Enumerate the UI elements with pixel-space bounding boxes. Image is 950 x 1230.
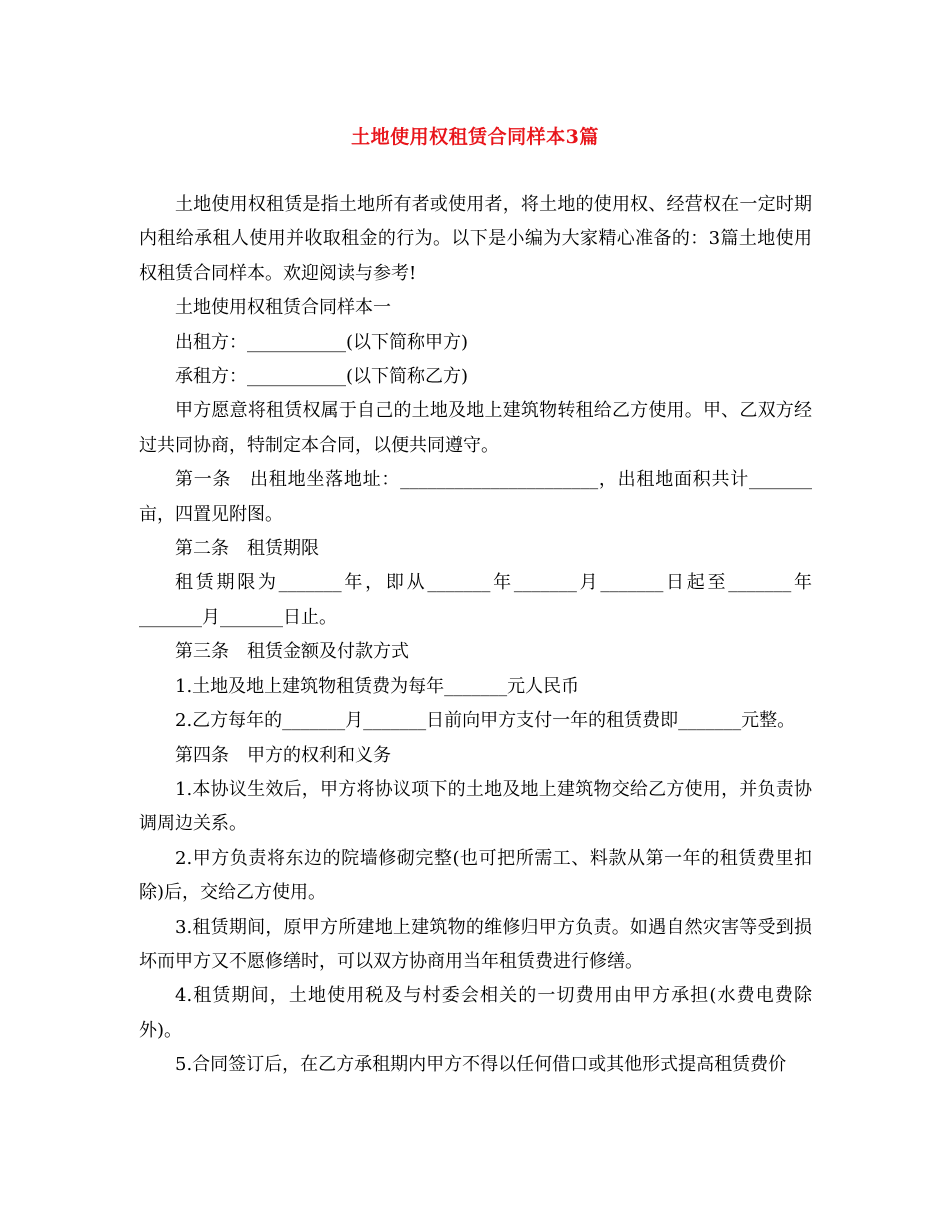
intro-paragraph: 土地使用权租赁是指土地所有者或使用者，将土地的使用权、经营权在一定时期内租给承租人使用并收取租金的行为。以下是小编为大家精心准备的：3篇土地使用权租赁合同样本。欢迎阅读与参考! — [139, 194, 812, 284]
lessor-line: 出租方：___________(以下简称甲方) — [175, 331, 469, 353]
article-1: 第一条 出租地坐落地址：______________________，出租地面积共计_______亩，四置见附图。 — [139, 469, 812, 525]
lessor-duty-4: 4.租赁期间，土地使用税及与村委会相关的一切费用由甲方承担(水费电费除外)。 — [139, 985, 812, 1041]
lease-term-paragraph: 租赁期限为_______年，即从_______年_______月_______日起至_______年_______月_______日止。 — [139, 572, 812, 628]
article-4-heading: 第四条 甲方的权利和义务 — [175, 744, 391, 766]
rent-clause-1: 1.土地及地上建筑物租赁费为每年_______元人民币 — [175, 675, 580, 697]
lessor-duty-1: 1.本协议生效后，甲方将协议项下的土地及地上建筑物交给乙方使用，并负责协调周边关系。 — [139, 778, 812, 835]
sample-heading: 土地使用权租赁合同样本一 — [175, 297, 391, 319]
lessee-line: 承租方：___________(以下简称乙方) — [175, 366, 469, 388]
preamble-paragraph: 甲方愿意将租赁权属于自己的土地及地上建筑物转租给乙方使用。甲、乙双方经过共同协商，特制定本合同，以便共同遵守。 — [139, 400, 812, 456]
lessor-duty-3: 3.租赁期间，原甲方所建地上建筑物的维修归甲方负责。如遇自然灾害等受到损坏而甲方又不愿修缮时，可以双方协商用当年租赁费进行修缮。 — [139, 916, 812, 972]
lessor-duty-5: 5.合同签订后，在乙方承租期内甲方不得以任何借口或其他形式提高租赁费价 — [175, 1054, 787, 1076]
document-title: 土地使用权租赁合同样本3篇 — [351, 126, 599, 148]
article-2-heading: 第二条 租赁期限 — [175, 538, 319, 560]
lessor-duty-2: 2.甲方负责将东边的院墙修砌完整(也可把所需工、料款从第一年的租赁费里扣除)后，交给乙方使用。 — [139, 847, 812, 904]
rent-clause-2: 2.乙方每年的_______月_______日前向甲方支付一年的租赁费即_______元整。 — [175, 710, 796, 732]
document-body — [139, 188, 812, 1083]
article-3-heading: 第三条 租赁金额及付款方式 — [175, 641, 409, 663]
